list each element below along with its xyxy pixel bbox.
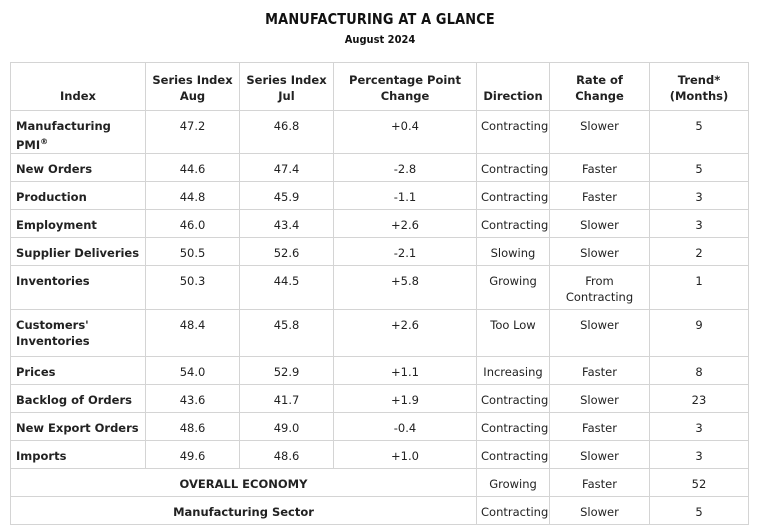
direction-cell: Growing xyxy=(477,266,550,310)
trend-cell: 5 xyxy=(650,497,749,525)
summary-row-overall-economy xyxy=(11,469,749,497)
jul-cell: 43.4 xyxy=(240,210,334,238)
header-pct-change: Percentage Point Change xyxy=(334,63,477,111)
aug-cell: 44.6 xyxy=(146,154,240,182)
direction-cell: Contracting xyxy=(477,154,550,182)
header-series-aug: Series Index Aug xyxy=(146,63,240,111)
header-trend: Trend* (Months) xyxy=(650,63,749,111)
direction-cell: Growing xyxy=(477,469,550,497)
jul-cell: 45.9 xyxy=(240,182,334,210)
registered-mark: ® xyxy=(40,137,49,146)
jul-cell: 41.7 xyxy=(240,385,334,413)
aug-cell: 54.0 xyxy=(146,357,240,385)
change-cell: -1.1 xyxy=(334,182,477,210)
change-cell: +0.4 xyxy=(334,111,477,154)
rate-cell: Slower xyxy=(550,210,650,238)
table-row xyxy=(11,154,749,182)
direction-cell: Contracting xyxy=(477,111,550,154)
direction-cell: Contracting xyxy=(477,210,550,238)
table-row xyxy=(11,357,749,385)
table-row xyxy=(11,182,749,210)
header-index: Index xyxy=(11,63,146,111)
trend-cell: 23 xyxy=(650,385,749,413)
rate-cell: Slower xyxy=(550,310,650,357)
change-cell: -2.1 xyxy=(334,238,477,266)
header-direction: Direction xyxy=(477,63,550,111)
summary-label: Manufacturing Sector xyxy=(11,497,477,525)
trend-cell: 9 xyxy=(650,310,749,357)
table-row xyxy=(11,413,749,441)
direction-cell: Contracting xyxy=(477,385,550,413)
pmi-table xyxy=(10,62,749,525)
jul-cell: 52.9 xyxy=(240,357,334,385)
jul-cell: 44.5 xyxy=(240,266,334,310)
change-cell: +1.0 xyxy=(334,441,477,469)
change-cell: +1.9 xyxy=(334,385,477,413)
rate-cell: Slower xyxy=(550,111,650,154)
index-cell: Customers' Inventories xyxy=(11,310,146,357)
index-cell: New Orders xyxy=(11,154,146,182)
rate-cell: From Contracting xyxy=(550,266,650,310)
summary-label: OVERALL ECONOMY xyxy=(11,469,477,497)
rate-cell: Faster xyxy=(550,357,650,385)
index-cell: Employment xyxy=(11,210,146,238)
index-cell: Imports xyxy=(11,441,146,469)
index-cell: Prices xyxy=(11,357,146,385)
jul-cell: 48.6 xyxy=(240,441,334,469)
aug-cell: 43.6 xyxy=(146,385,240,413)
trend-cell: 5 xyxy=(650,154,749,182)
table-row xyxy=(11,238,749,266)
rate-cell: Faster xyxy=(550,154,650,182)
index-cell: Inventories xyxy=(11,266,146,310)
trend-cell: 3 xyxy=(650,210,749,238)
trend-cell: 3 xyxy=(650,182,749,210)
trend-cell: 3 xyxy=(650,441,749,469)
rate-cell: Slower xyxy=(550,497,650,525)
change-cell: +2.6 xyxy=(334,210,477,238)
aug-cell: 48.6 xyxy=(146,413,240,441)
aug-cell: 50.5 xyxy=(146,238,240,266)
header-series-jul: Series Index Jul xyxy=(240,63,334,111)
change-cell: +2.6 xyxy=(334,310,477,357)
rate-cell: Faster xyxy=(550,413,650,441)
direction-cell: Contracting xyxy=(477,441,550,469)
index-cell: Supplier Deliveries xyxy=(11,238,146,266)
change-cell: +5.8 xyxy=(334,266,477,310)
trend-cell: 1 xyxy=(650,266,749,310)
index-cell: Manufacturing PMI® xyxy=(11,111,146,154)
direction-cell: Contracting xyxy=(477,413,550,441)
trend-cell: 8 xyxy=(650,357,749,385)
trend-cell: 2 xyxy=(650,238,749,266)
jul-cell: 46.8 xyxy=(240,111,334,154)
trend-cell: 5 xyxy=(650,111,749,154)
aug-cell: 48.4 xyxy=(146,310,240,357)
aug-cell: 49.6 xyxy=(146,441,240,469)
rate-cell: Slower xyxy=(550,385,650,413)
direction-cell: Contracting xyxy=(477,497,550,525)
jul-cell: 45.8 xyxy=(240,310,334,357)
change-cell: -0.4 xyxy=(334,413,477,441)
rate-cell: Slower xyxy=(550,441,650,469)
trend-cell: 52 xyxy=(650,469,749,497)
trend-cell: 3 xyxy=(650,413,749,441)
aug-cell: 46.0 xyxy=(146,210,240,238)
index-cell: Production xyxy=(11,182,146,210)
table-row xyxy=(11,310,749,357)
header-rate: Rate of Change xyxy=(550,63,650,111)
aug-cell: 50.3 xyxy=(146,266,240,310)
table-row xyxy=(11,111,749,154)
table-row xyxy=(11,441,749,469)
page-title: MANUFACTURING AT A GLANCE xyxy=(265,10,495,28)
header-row xyxy=(11,63,749,111)
change-cell: -2.8 xyxy=(334,154,477,182)
direction-cell: Too Low xyxy=(477,310,550,357)
index-cell: New Export Orders xyxy=(11,413,146,441)
jul-cell: 49.0 xyxy=(240,413,334,441)
jul-cell: 47.4 xyxy=(240,154,334,182)
table-row xyxy=(11,210,749,238)
rate-cell: Faster xyxy=(550,182,650,210)
table-row xyxy=(11,385,749,413)
jul-cell: 52.6 xyxy=(240,238,334,266)
page-subtitle: August 2024 xyxy=(344,33,416,46)
direction-cell: Increasing xyxy=(477,357,550,385)
rate-cell: Slower xyxy=(550,238,650,266)
direction-cell: Contracting xyxy=(477,182,550,210)
index-cell: Backlog of Orders xyxy=(11,385,146,413)
summary-row-manufacturing-sector xyxy=(11,497,749,525)
rate-cell: Faster xyxy=(550,469,650,497)
aug-cell: 44.8 xyxy=(146,182,240,210)
change-cell: +1.1 xyxy=(334,357,477,385)
direction-cell: Slowing xyxy=(477,238,550,266)
table-row xyxy=(11,266,749,310)
aug-cell: 47.2 xyxy=(146,111,240,154)
